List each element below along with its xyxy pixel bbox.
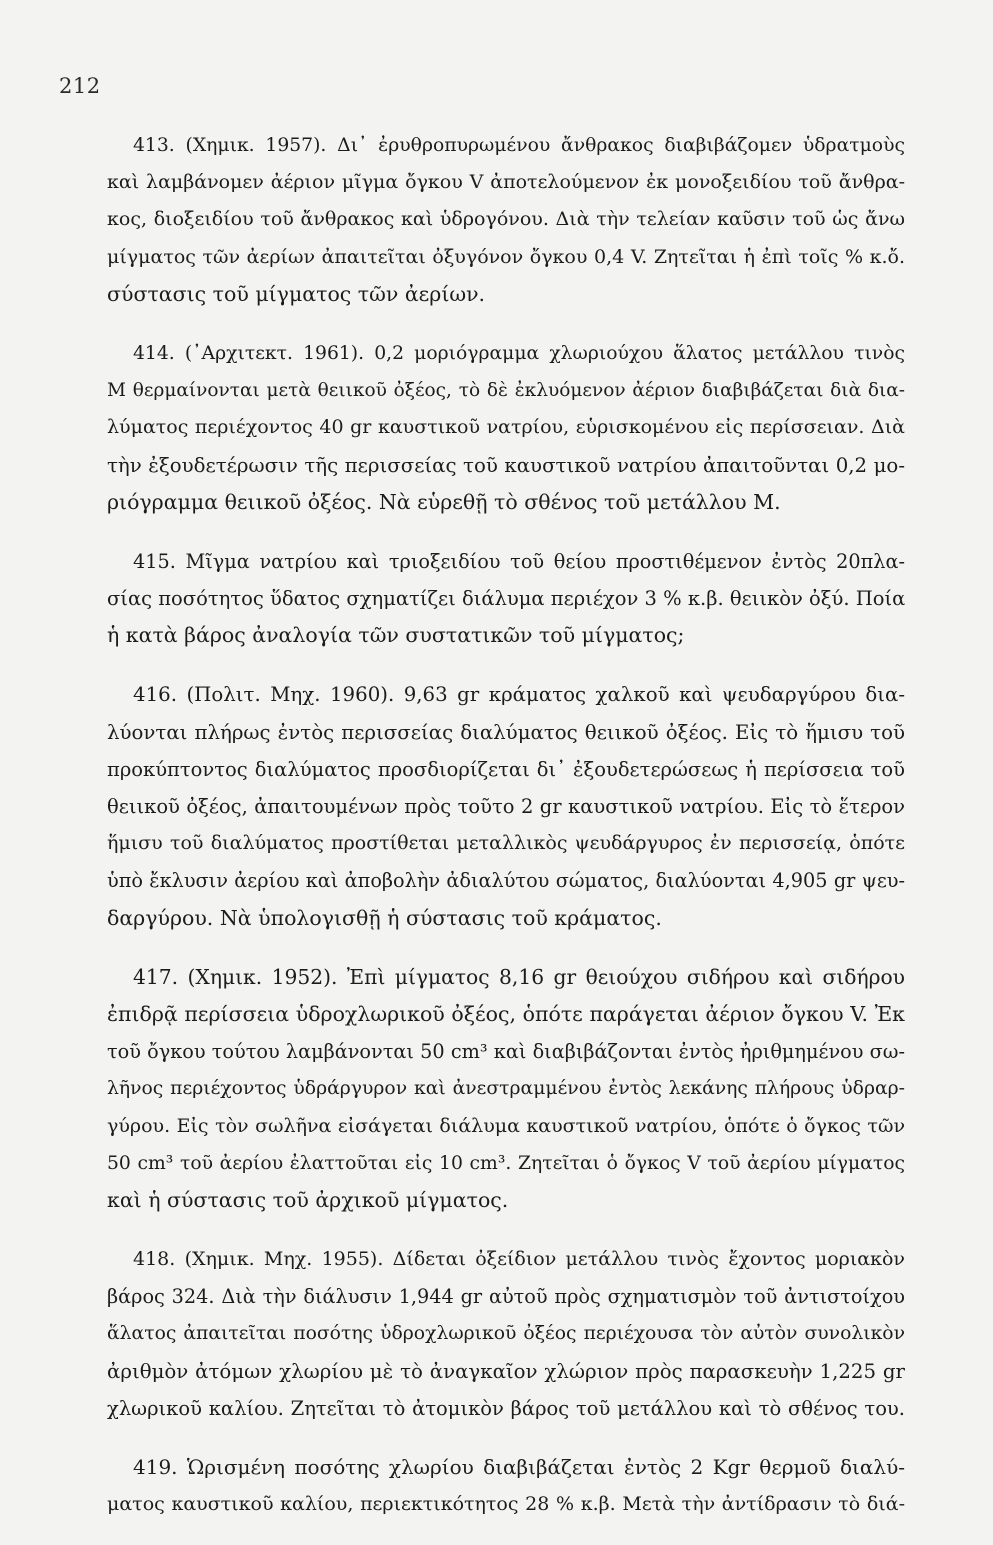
problem-line: ριόγραμμα θειικοῦ ὀξέος. Νὰ εὑρεθῇ τὸ σθένος τοῦ μετάλλου Μ. [107,489,781,514]
problem-line: λύματος περιέχοντος 40 gr καυστικοῦ νατρίου, εὑρισκομένου εἰς περίσσειαν. Διὰ [107,416,905,439]
problem-line: 419. Ὡρισμένη ποσότης χλωρίου διαβιβάζεται ἐντὸς 2 Kgr θερμοῦ διαλύ- [133,1455,905,1479]
page-number: 212 [59,74,101,98]
problem-line: μίγματος τῶν ἀερίων ἀπαιτεῖται ὀξυγόνον ὄγκου 0,4 V. Ζητεῖται ἡ ἐπὶ τοῖς % κ.ὄ. [107,245,905,268]
problem-415 [107,543,905,655]
problem-line: ἅλατος ἀπαιτεῖται ποσότης ὑδροχλωρικοῦ ὀξέος περιέχουσα τὸν αὐτὸν συνολικὸν [107,1323,905,1345]
problem-line: 416. (Πολιτ. Μηχ. 1960). 9,63 gr κράματος χαλκοῦ καὶ ψευδαργύρου δια- [133,683,905,707]
problem-line: ἥμισυ τοῦ διαλύματος προστίθεται μεταλλικὸς ψευδάργυρος ἐν περισσείᾳ, ὁπότε [107,832,905,855]
problem-line: τοῦ ὄγκου τούτου λαμβάνονται 50 cm³ καὶ διαβιβάζονται ἐντὸς ἠριθμημένου σω- [107,1040,905,1064]
problem-line: θειικοῦ ὀξέος, ἀπαιτουμένων πρὸς τοῦτο 2 gr καυστικοῦ νατρίου. Εἰς τὸ ἕτερον [107,795,905,818]
problem-line: 414. (᾿Αρχιτεκτ. 1961). 0,2 μοριόγραμμα χλωριούχου ἅλατος μετάλλου τινὸς [133,342,905,364]
problem-list [107,127,905,1545]
problem-line: σίας ποσότητος ὕδατος σχηματίζει διάλυμα περιέχον 3 % κ.β. θειικὸν ὀξύ. Ποία [107,587,906,611]
problem-line: δαργύρου. Νὰ ὑπολογισθῇ ἡ σύστασις τοῦ κράματος. [107,905,662,930]
problem-line: ἀριθμὸν ἀτόμων χλωρίου μὲ τὸ ἀναγκαῖον χλώριον πρὸς παρασκευὴν 1,225 gr [107,1359,905,1383]
problem-line: σύστασις τοῦ μίγματος τῶν ἀερίων. [107,281,486,306]
problem-416 [107,676,905,936]
problem-line: προκύπτοντος διαλύματος προσδιορίζεται δι᾽ ἐξουδετερώσεως ἡ περίσσεια τοῦ [107,757,905,781]
problem-line: 417. (Χημικ. 1952). Ἐπὶ μίγματος 8,16 gr θειούχου σιδήρου καὶ σιδήρου [133,964,905,989]
problem-line: ματος καυστικοῦ καλίου, περιεκτικότητος 28 % κ.β. Μετὰ τὴν ἀντίδρασιν τὸ διά- [107,1493,905,1516]
problem-line: καὶ λαμβάνομεν ἀέριον μῖγμα ὄγκου V ἀποτελούμενον ἐκ μονοξειδίου τοῦ ἄνθρα- [107,171,905,194]
problem-line: κος, διοξειδίου τοῦ ἄνθρακος καὶ ὑδρογόνου. Διὰ τὴν τελείαν καῦσιν τοῦ ὡς ἄνω [107,208,905,231]
problem-418 [107,1241,905,1427]
problem-line: ἡ κατὰ βάρος ἀναλογία τῶν συστατικῶν τοῦ μίγματος; [107,623,685,648]
problem-414 [107,335,905,521]
problem-line: λῆνος περιέχοντος ὑδράργυρον καὶ ἀνεστραμμένου ἐντὸς λεκάνης πλήρους ὑδραρ- [107,1078,905,1100]
problem-419 [107,1449,905,1523]
problem-line: 415. Μῖγμα νατρίου καὶ τριοξειδίου τοῦ θείου προστιθέμενον ἐντὸς 20πλα- [133,549,905,573]
problem-line: βάρος 324. Διὰ τὴν διάλυσιν 1,944 gr αὐτοῦ πρὸς σχηματισμὸν τοῦ ἀντιστοίχου [107,1285,905,1309]
problem-line: καὶ ἡ σύστασις τοῦ ἀρχικοῦ μίγματος. [107,1187,509,1212]
problem-line: Μ θερμαίνονται μετὰ θειικοῦ ὀξέος, τὸ δὲ ἐκλυόμενον ἀέριον διαβιβάζεται διὰ δια- [107,380,905,402]
problem-line: 418. (Χημικ. Μηχ. 1955). Δίδεται ὀξείδιον μετάλλου τινὸς ἔχοντος μοριακὸν [133,1248,905,1271]
problem-line: ἐπιδρᾷ περίσσεια ὑδροχλωρικοῦ ὀξέος, ὁπότε παράγεται ἀέριον ὄγκου V. Ἐκ [107,1001,905,1026]
problem-line: τὴν ἐξουδετέρωσιν τῆς περισσείας τοῦ καυστικοῦ νατρίου ἀπαιτοῦνται 0,2 μο- [107,453,905,477]
problem-line: 50 cm³ τοῦ ἀερίου ἐλαττοῦται εἰς 10 cm³. Ζητεῖται ὁ ὄγκος V τοῦ ἀερίου μίγματος [107,1152,905,1174]
problem-line: 413. (Χημικ. 1957). Δι᾽ ἐρυθροπυρωμένου ἄνθρακος διαβιβάζομεν ὑδρατμοὺς [133,135,905,156]
problem-line: χλωρικοῦ καλίου. Ζητεῖται τὸ ἀτομικὸν βάρος τοῦ μετάλλου καὶ τὸ σθένος του. [107,1396,905,1420]
problem-413 [107,127,905,313]
problem-line: ὑπὸ ἔκλυσιν ἀερίου καὶ ἀποβολὴν ἀδιαλύτου σώματος, διαλύονται 4,905 gr ψευ- [107,869,905,893]
problem-line: λύονται πλήρως ἐντὸς περισσείας διαλύματος θειικοῦ ὀξέος. Εἰς τὸ ἥμισυ τοῦ [107,720,905,744]
problem-line: γύρου. Εἰς τὸν σωλῆνα εἰσάγεται διάλυμα καυστικοῦ νατρίου, ὁπότε ὁ ὄγκος τῶν [107,1114,905,1137]
problem-417 [107,959,905,1219]
